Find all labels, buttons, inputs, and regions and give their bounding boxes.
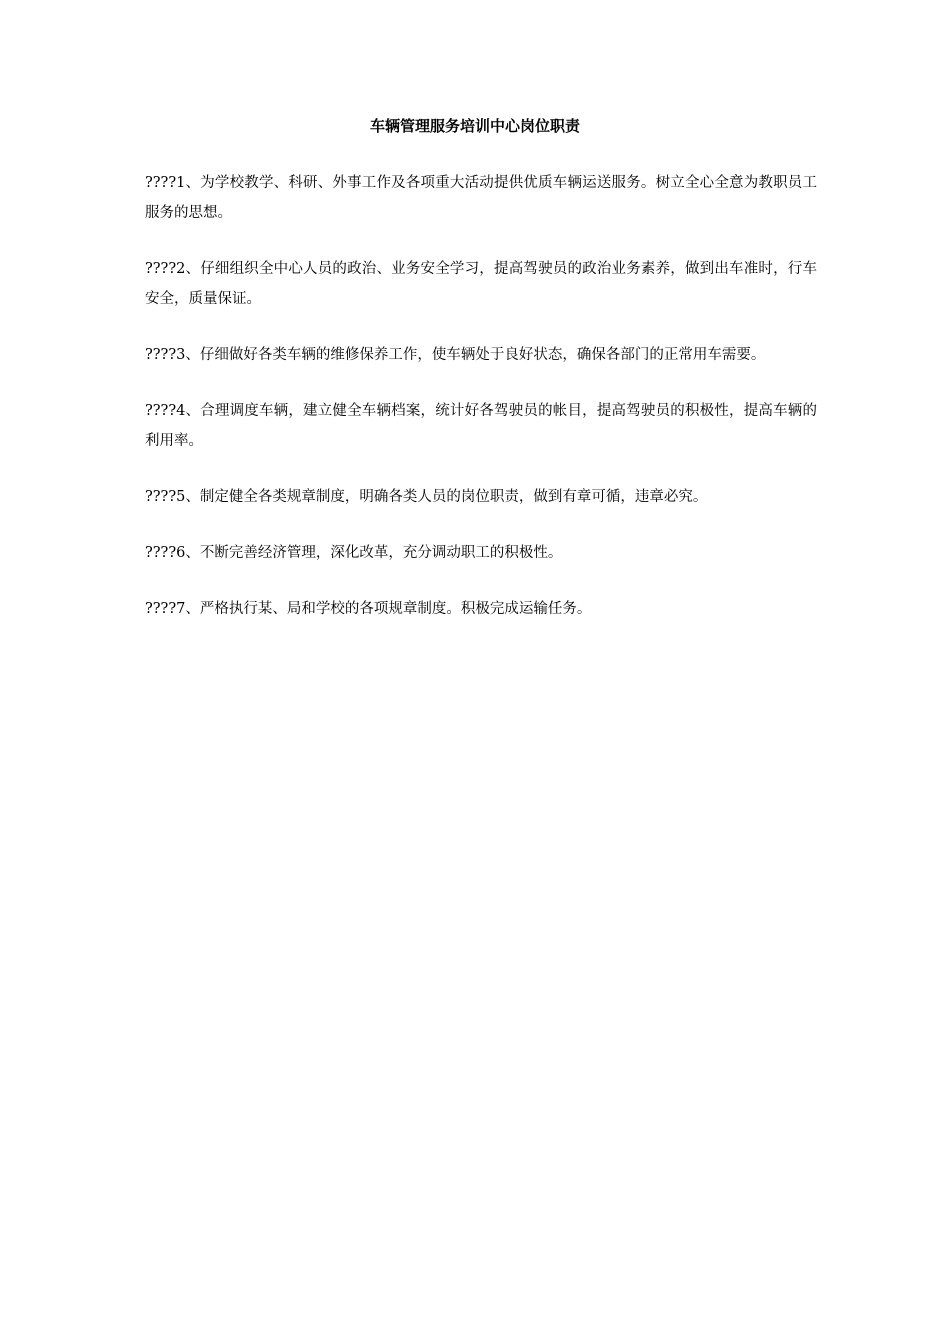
document-body (145, 168, 817, 650)
paragraph-2: ????2、仔细组织全中心人员的政治、业务安全学习，提高驾驶员的政治业务素养，做到出车准时，行车安全，质量保证。 (145, 261, 817, 307)
paragraph-1: ????1、为学校教学、科研、外事工作及各项重大活动提供优质车辆运送服务。树立全心全意为教职员工服务的思想。 (145, 175, 817, 221)
paragraph-6: ????6、不断完善经济管理，深化改革，充分调动职工的积极性。 (145, 545, 563, 561)
paragraph-4: ????4、合理调度车辆，建立健全车辆档案，统计好各驾驶员的帐目，提高驾驶员的积极性，提高车辆的利用率。 (145, 403, 817, 449)
paragraph-3: ????3、仔细做好各类车辆的维修保养工作，使车辆处于良好状态，确保各部门的正常用车需要。 (145, 347, 766, 363)
document-title: 车辆管理服务培训中心岗位职责 (369, 117, 580, 135)
paragraph-5: ????5、制定健全各类规章制度，明确各类人员的岗位职责，做到有章可循，违章必究。 (145, 489, 708, 505)
paragraph-7: ????7、严格执行某、局和学校的各项规章制度。积极完成运输任务。 (145, 601, 592, 617)
